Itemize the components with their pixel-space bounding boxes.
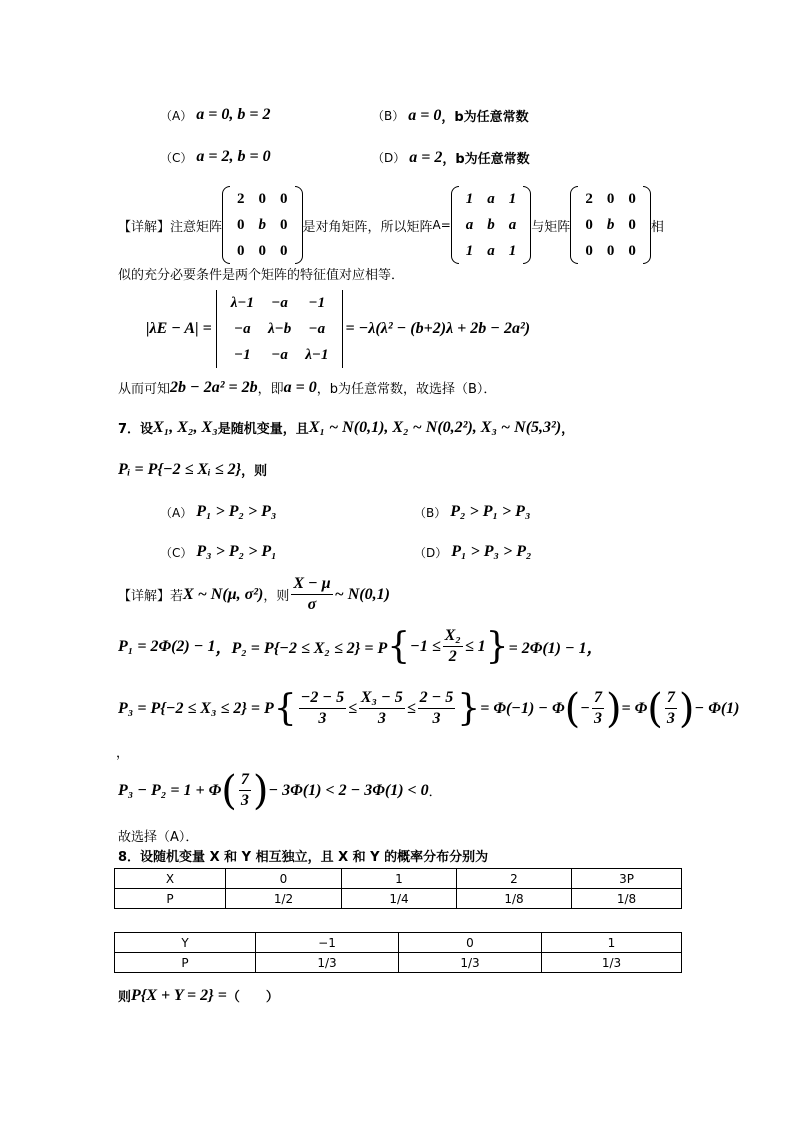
- table-row: P 1/2 1/4 1/8 1/8: [115, 889, 682, 909]
- diag-matrix-2: 2 0 0 0 b 0 0 0 0: [570, 186, 651, 264]
- p3-pre: P₃ = P{−2 ≤ X₃ ≤ 2} = P: [118, 699, 274, 717]
- p3-frac5: $\frac{7}{3}$: [666, 689, 675, 727]
- sol-dist: X ~ N(μ, σ²): [183, 585, 264, 603]
- diff-end: ．: [428, 785, 442, 800]
- q6-option-b: [372, 106, 529, 125]
- table-row: Y −1 0 1: [115, 933, 682, 953]
- question-pre: 则: [118, 990, 132, 1005]
- p2-inner-pre: −1 ≤: [410, 637, 441, 655]
- p2-inner-post: ≤ 1: [464, 637, 486, 655]
- det-matrix: λ−1 −a −1 −a λ−b −a −1 −a λ−1: [216, 290, 344, 368]
- table-row: X 0 1 2 3P: [115, 869, 682, 889]
- det-lhs: |λE − A| =: [146, 320, 212, 337]
- option-label: （B）: [372, 109, 405, 123]
- option-label: （B）: [414, 505, 447, 520]
- a-equals: A=: [432, 218, 451, 232]
- conclusion-mid: ，即: [257, 382, 284, 397]
- right-brace: }: [485, 625, 509, 667]
- p3-tail3: − Φ(1): [694, 699, 740, 717]
- option-label: （C）: [160, 545, 193, 560]
- q6-determinant: [146, 290, 530, 368]
- q8-question: [118, 986, 279, 1005]
- p2-tail: = 2Φ(1) − 1，: [508, 640, 603, 657]
- q7-p3: P₃ = P{−2 ≤ X₃ ≤ 2} = P { $\frac{-2 - 5}{3}$ ≤ $\frac{\text{X₃ − 5}}{3}$ ≤ $\frac{2 - 5}{3}$ } = Φ(−1) − Φ ( − $\frac{7}{3}$ ) = Φ ( $\frac{7}{3}$ ) − Φ(1): [118, 685, 740, 732]
- option-label: （C）: [160, 150, 193, 165]
- option-label: （D）: [372, 151, 406, 165]
- conclusion-post: ，b为任意常数，故选择（B）．: [316, 382, 497, 397]
- q7-stem-end: ，: [561, 422, 575, 437]
- option-label: （D）: [414, 545, 448, 560]
- p3-neg: −: [580, 699, 590, 717]
- p3-frac1: $\frac{-2 - 5}{3}$: [300, 689, 345, 727]
- option-tail: ，b为任意常数: [441, 110, 529, 125]
- q6-option-d: [372, 148, 530, 167]
- p3-tail2: = Φ: [621, 699, 648, 717]
- solution-mid2: 与矩阵: [531, 219, 571, 235]
- option-expr: a = 2: [409, 148, 443, 166]
- p3-frac3: $\frac{2 - 5}{3}$: [419, 689, 454, 727]
- sol-pre: 【详解】若: [118, 589, 184, 604]
- diff-pre: P₃ − P₂ = 1 + Φ: [118, 781, 222, 799]
- option-expr: P₃ > P₂ > P₁: [196, 543, 277, 560]
- q7-diff: P₃ − P₂ = 1 + Φ ( $\frac{7}{3}$ ) − 3Φ(1) < 2 − 3Φ(1) < 0 ．: [118, 767, 442, 814]
- conclusion-a: a = 0: [283, 378, 317, 396]
- p3-frac2: $\frac{\text{X₃ − 5}}{3}$: [360, 689, 403, 727]
- p3-frac4: $\frac{7}{3}$: [593, 689, 602, 727]
- question-expr: P{X + Y = 2} =: [131, 986, 227, 1004]
- q7-answer: 故选择（A）．: [118, 830, 199, 845]
- q7-option-c: [160, 543, 277, 561]
- table-row: P 1/3 1/3 1/3: [115, 953, 682, 973]
- q7-vars: X₁, X₂, X₃: [153, 418, 218, 436]
- q7-solution-line1: [118, 574, 390, 615]
- solution-prefix: 【详解】注意矩阵: [118, 219, 223, 235]
- option-expr: P₂ > P₁ > P₃: [450, 503, 531, 520]
- q7-dist: X₁ ~ N(0,1), X₂ ~ N(0,2²), X₃ ~ N(5,3²): [308, 418, 562, 436]
- det-rhs: = −λ(λ² − (b+2)λ + 2b − 2a²): [345, 320, 531, 337]
- option-tail: ，b为任意常数: [442, 152, 530, 167]
- q6-option-c: [160, 148, 271, 166]
- sol-mid: ，则: [263, 589, 290, 604]
- diff-frac: $\frac{7}{3}$: [240, 771, 249, 809]
- option-expr: a = 0, b = 2: [196, 106, 271, 123]
- p3-tail1: = Φ(−1) − Φ: [480, 699, 565, 717]
- p2-fraction: $\frac{\text{X₂}}{2}$: [444, 627, 461, 665]
- left-brace: {: [273, 687, 297, 729]
- conclusion-eq: 2b − 2a² = 2b: [170, 378, 258, 396]
- answer-blank: （ ）: [226, 990, 279, 1005]
- q7-stem: [118, 418, 574, 437]
- matrix-a: 1 a 1 a b a 1 a 1: [451, 186, 532, 264]
- diff-post: − 3Φ(1) < 2 − 3Φ(1) < 0: [268, 781, 429, 799]
- q8-stem: 8．设随机变量 X 和 Y 相互独立，且 X 和 Y 的概率分布分别为: [118, 850, 489, 865]
- q7-option-d: [414, 543, 532, 561]
- q7-p1-p2: [118, 626, 603, 667]
- q7-option-a: [160, 503, 277, 521]
- p2-pre: ，P₂ = P{−2 ≤ X₂ ≤ 2} = P: [215, 640, 388, 657]
- std-fraction: $\frac{X - \mu}{\sigma}$: [293, 575, 331, 613]
- option-expr: P₁ > P₂ > P₃: [196, 503, 277, 520]
- conclusion-pre: 从而可知: [118, 382, 171, 397]
- x-distribution-table: [114, 868, 682, 909]
- diag-matrix: 2 0 0 0 b 0 0 0 0: [222, 186, 303, 264]
- q6-conclusion: [118, 378, 496, 397]
- q6-solution-line: [118, 186, 664, 264]
- y-distribution-table: [114, 932, 682, 973]
- q7-stem-mid: 是随机变量，且: [217, 422, 309, 437]
- p1-expr: P₁ = 2Φ(2) − 1: [118, 637, 216, 655]
- q7-pi-def: [118, 460, 267, 479]
- solution-tail: 相: [650, 219, 664, 235]
- q7-number: 7．设: [118, 422, 154, 437]
- pi-end: ，则: [241, 464, 268, 479]
- option-label: （A）: [160, 505, 193, 520]
- pi-def: Pᵢ = P{−2 ≤ Xᵢ ≤ 2}: [118, 460, 242, 478]
- solution-mid1: 是对角矩阵，所以矩阵: [302, 219, 433, 235]
- q6-option-a: [160, 106, 270, 124]
- option-expr: P₁ > P₃ > P₂: [451, 543, 532, 560]
- p3-trailing-comma: ，: [116, 746, 130, 761]
- left-brace: {: [387, 625, 411, 667]
- q7-option-b: [414, 503, 531, 521]
- q6-solution-line2: 似的充分必要条件是两个矩阵的特征值对应相等．: [118, 268, 405, 283]
- option-expr: a = 2, b = 0: [196, 148, 271, 165]
- right-brace: }: [457, 687, 481, 729]
- sol-std-tail: ~ N(0,1): [334, 585, 390, 603]
- option-expr: a = 0: [408, 106, 442, 124]
- option-label: （A）: [160, 108, 193, 123]
